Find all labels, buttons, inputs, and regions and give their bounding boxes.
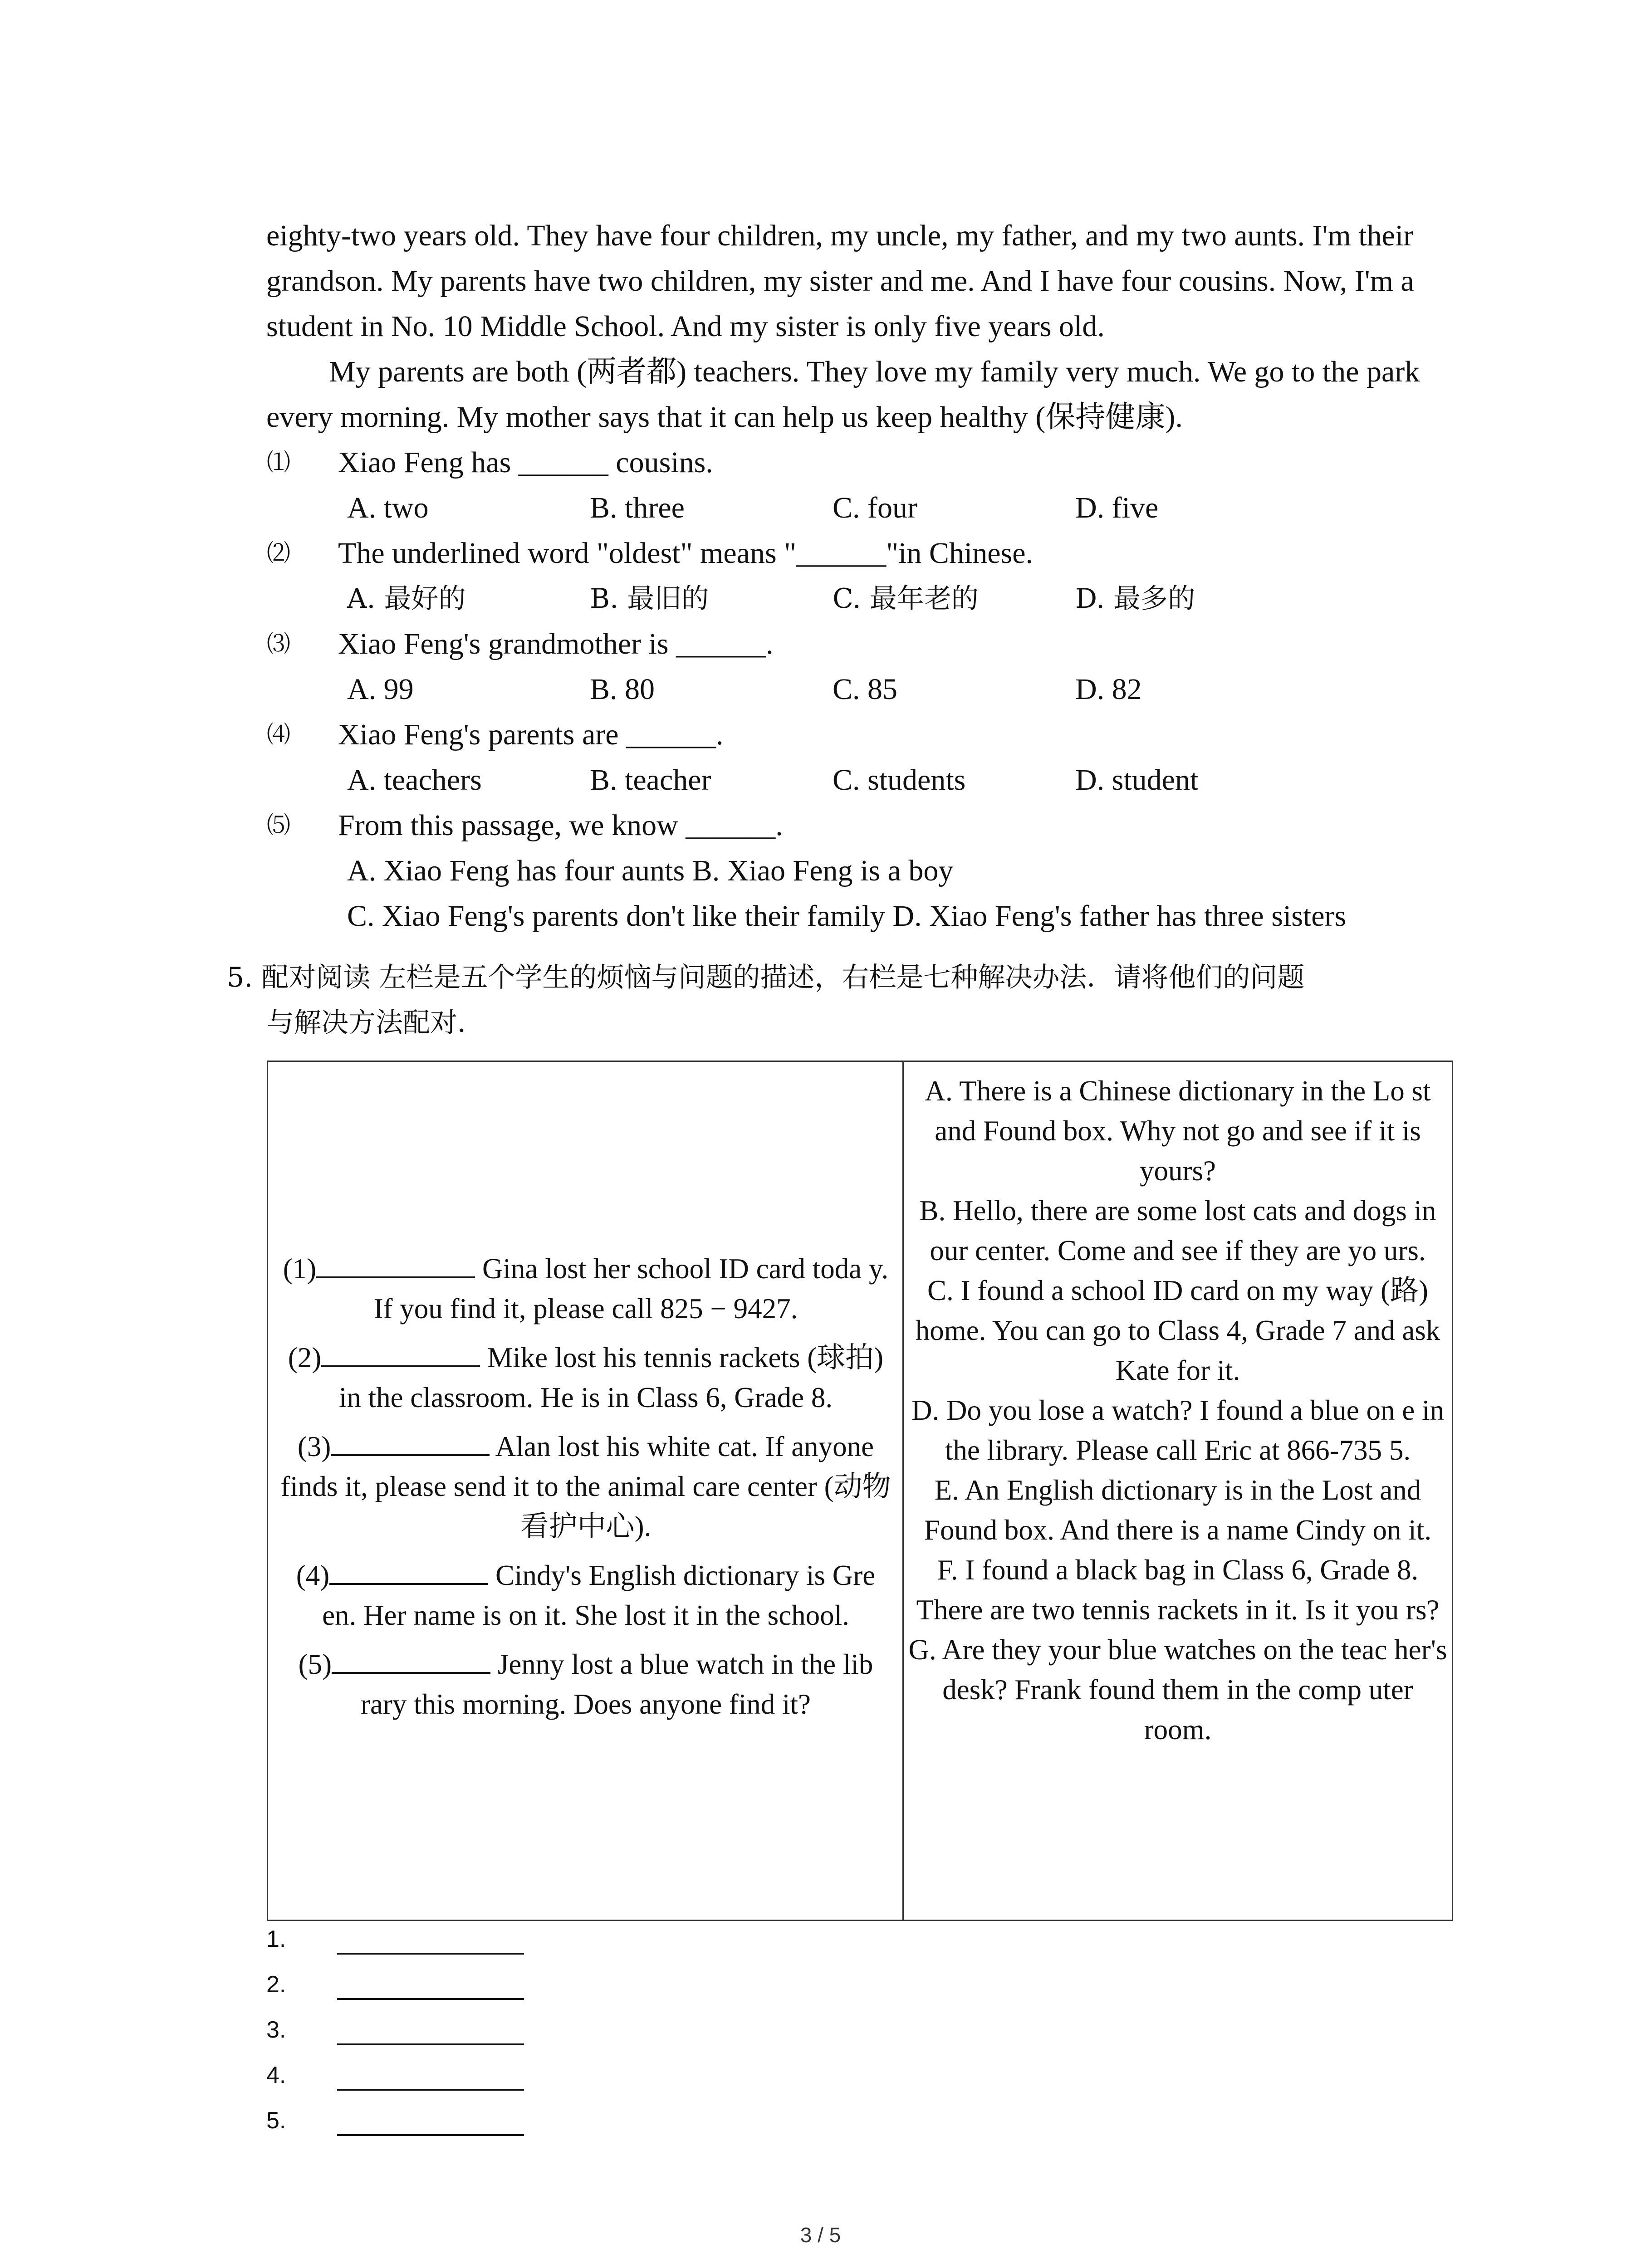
answer-number: 5. <box>266 2107 286 2134</box>
question-number: ⑵ <box>267 540 291 567</box>
option: A. Xiao Feng has four aunts B. Xiao Feng is a boy <box>347 854 954 887</box>
option: B. teacher <box>590 763 711 797</box>
problem-text: Alan lost his white cat. If anyone finds it, please send it to the animal care center (动物看护中心). <box>280 1430 891 1542</box>
answer-blank[interactable] <box>332 1645 490 1674</box>
solution-item: G. Are they your blue watches on the teac her's desk? Frank found them in the comp uter room. <box>908 1634 1447 1745</box>
solution-item: C. I found a school ID card on my way (路) home. You can go to Class 4, Grade 7 and ask Kate for it. <box>915 1275 1440 1386</box>
option: D. student <box>1075 763 1199 797</box>
option: B. 80 <box>590 673 655 706</box>
question-text: The underlined word "oldest" means "______"in Chinese. <box>338 537 1033 570</box>
table-divider <box>902 1062 904 1920</box>
question-text: Xiao Feng has ______ cousins. <box>338 446 713 479</box>
problem-number: (4) <box>296 1559 330 1591</box>
section-title: 与解决方法配对． <box>267 1007 485 1039</box>
answer-blank[interactable] <box>329 1556 488 1585</box>
problem-text: Cindy's English dictionary is Gre en. Her name is on it. She lost it in the school. <box>322 1559 876 1631</box>
answer-blank[interactable] <box>331 1427 490 1456</box>
question-number: ⑶ <box>267 631 291 658</box>
question-text: From this passage, we know ______. <box>338 809 783 842</box>
solutions-column <box>908 1071 1448 1750</box>
solution-item: E. An English dictionary is in the Lost and Found box. And there is a name Cindy on it. <box>924 1474 1432 1546</box>
answer-line[interactable] <box>337 2134 524 2136</box>
problems-column <box>277 1062 894 1920</box>
option: C. 最年老的 <box>833 583 979 615</box>
passage-line: eighty-two years old. They have four children, my uncle, my father, and my two aunts. I'm their <box>266 219 1414 252</box>
answer-line[interactable] <box>337 1998 524 2000</box>
question-text: Xiao Feng's grandmother is ______. <box>338 627 774 660</box>
option: A. 最好的 <box>347 583 466 615</box>
option: C. 85 <box>833 673 898 706</box>
option: D. five <box>1075 491 1159 524</box>
option: A. 99 <box>347 673 414 706</box>
question-text: Xiao Feng's parents are ______. <box>338 718 724 751</box>
answer-blank[interactable] <box>316 1249 475 1278</box>
answer-line[interactable] <box>337 1953 524 1955</box>
option: D. 82 <box>1075 673 1142 706</box>
option: C. four <box>833 491 917 524</box>
question-number: ⑷ <box>267 721 291 748</box>
solution-item: B. Hello, there are some lost cats and dogs in our center. Come and see if they are yo urs. <box>919 1195 1436 1266</box>
section-title: 5. 配对阅读 左栏是五个学生的烦恼与问题的描述，右栏是七种解决办法．请将他们的问题 <box>227 962 1305 993</box>
passage-line: grandson. My parents have two children, my sister and me. And I have four cousins. Now, I'm a <box>266 264 1414 298</box>
matching-table <box>267 1061 1453 1921</box>
option: B. three <box>590 491 685 524</box>
answer-number: 4. <box>266 2062 286 2088</box>
option: B. 最旧的 <box>590 583 709 615</box>
answer-line[interactable] <box>337 2089 524 2091</box>
page-number: 3 / 5 <box>800 2223 841 2247</box>
problem-item <box>277 1644 894 1724</box>
problem-item <box>277 1555 894 1635</box>
passage-line: every morning. My mother says that it can help us keep healthy (保持健康). <box>266 401 1183 434</box>
passage-line: My parents are both (两者都) teachers. They love my family very much. We go to the park <box>329 355 1420 388</box>
option: C. students <box>833 763 966 797</box>
solution-item: F. I found a black bag in Class 6, Grade 8. There are two tennis rackets in it. Is it you rs? <box>916 1554 1440 1626</box>
solution-item: D. Do you lose a watch? I found a blue on e in the library. Please call Eric at 866-735 5. <box>911 1394 1444 1466</box>
problem-number: (2) <box>288 1341 322 1374</box>
problem-item <box>277 1249 894 1329</box>
answer-blank[interactable] <box>321 1338 480 1367</box>
problem-text: Gina lost her school ID card toda y. If you find it, please call 825 − 9427. <box>373 1252 889 1325</box>
problem-number: (1) <box>283 1252 317 1285</box>
answer-number: 2. <box>266 1971 286 1998</box>
option: A. two <box>347 491 429 524</box>
question-number: ⑸ <box>267 812 291 839</box>
answer-line[interactable] <box>337 2043 524 2045</box>
passage-line: student in No. 10 Middle School. And my sister is only five years old. <box>266 310 1105 343</box>
problem-item <box>277 1427 894 1546</box>
answer-number: 1. <box>266 1926 286 1952</box>
solution-item: A. There is a Chinese dictionary in the Lo st and Found box. Why not go and see if it is yours? <box>925 1075 1431 1187</box>
option: A. teachers <box>347 763 482 797</box>
problem-number: (3) <box>297 1430 331 1462</box>
problem-text: Mike lost his tennis rackets (球拍) in the classroom. He is in Class 6, Grade 8. <box>338 1341 884 1413</box>
problem-text: Jenny lost a blue watch in the lib rary this morning. Does anyone find it? <box>360 1648 873 1720</box>
problem-number: (5) <box>298 1648 332 1680</box>
problem-item <box>277 1338 894 1418</box>
answer-number: 3. <box>266 2017 286 2043</box>
question-number: ⑴ <box>267 449 291 476</box>
option: D. 最多的 <box>1075 583 1195 615</box>
option: C. Xiao Feng's parents don't like their family D. Xiao Feng's father has three sisters <box>347 899 1347 933</box>
